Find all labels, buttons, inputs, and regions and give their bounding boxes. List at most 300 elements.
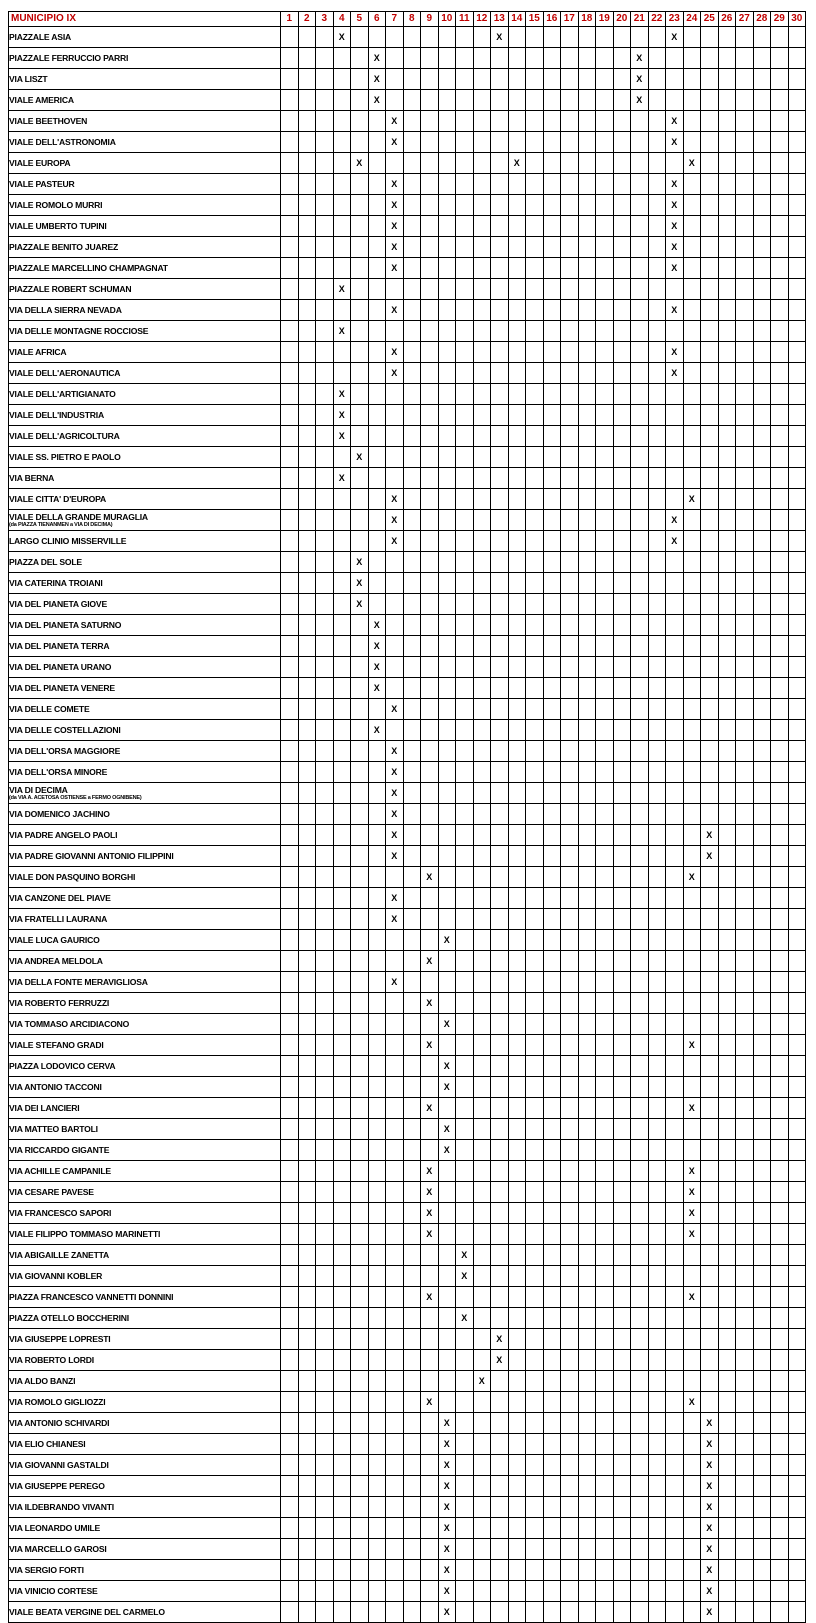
day-cell	[508, 1392, 526, 1413]
table-row	[9, 279, 806, 300]
day-cell	[456, 447, 474, 468]
day-cell	[561, 111, 579, 132]
day-cell	[648, 1266, 666, 1287]
day-cell	[456, 783, 474, 804]
day-cell	[438, 1371, 456, 1392]
day-cell	[753, 1455, 771, 1476]
day-cell	[648, 531, 666, 552]
day-cell	[771, 1287, 789, 1308]
day-cell	[316, 1266, 334, 1287]
day-cell	[683, 888, 701, 909]
day-cell	[683, 447, 701, 468]
day-cell	[368, 1161, 386, 1182]
day-cell	[753, 1413, 771, 1434]
day-cell	[351, 342, 369, 363]
day-cell	[333, 1308, 351, 1329]
day-cell	[333, 1077, 351, 1098]
day-cell	[543, 1161, 561, 1182]
street-name-cell	[9, 888, 281, 909]
day-cell	[526, 405, 544, 426]
day-cell	[421, 300, 439, 321]
day-cell	[421, 321, 439, 342]
day-cell	[561, 1350, 579, 1371]
day-cell	[718, 1014, 736, 1035]
day-cell	[316, 363, 334, 384]
day-cell	[473, 783, 491, 804]
day-cell	[648, 1161, 666, 1182]
day-cell	[438, 48, 456, 69]
day-cell	[596, 342, 614, 363]
day-cell	[508, 1182, 526, 1203]
day-cell	[666, 1077, 684, 1098]
street-name-cell	[9, 426, 281, 447]
day-cell	[473, 993, 491, 1014]
day-cell	[491, 657, 509, 678]
table-row	[9, 1056, 806, 1077]
day-cell	[613, 1455, 631, 1476]
street-name-cell	[9, 720, 281, 741]
day-cell	[771, 951, 789, 972]
day-cell	[753, 720, 771, 741]
day-cell	[316, 1602, 334, 1623]
day-cell	[753, 846, 771, 867]
street-name-cell	[9, 1434, 281, 1455]
street-name: VIA TOMMASO ARCIDIACONO	[9, 1018, 130, 1029]
day-cell	[736, 594, 754, 615]
day-cell	[631, 1245, 649, 1266]
day-cell	[683, 510, 701, 531]
day-cell	[718, 363, 736, 384]
day-cell	[281, 552, 299, 573]
day-cell	[526, 1014, 544, 1035]
day-cell-marked: X	[351, 153, 369, 174]
day-cell	[316, 1035, 334, 1056]
day-cell	[508, 762, 526, 783]
day-cell	[666, 972, 684, 993]
day-cell	[718, 510, 736, 531]
day-cell	[788, 783, 806, 804]
day-cell	[421, 1350, 439, 1371]
day-cell	[316, 993, 334, 1014]
day-cell	[648, 111, 666, 132]
day-cell	[753, 573, 771, 594]
day-cell	[596, 468, 614, 489]
day-cell	[561, 552, 579, 573]
day-cell	[526, 111, 544, 132]
day-cell	[771, 1392, 789, 1413]
day-cell	[561, 1392, 579, 1413]
day-cell	[473, 678, 491, 699]
day-cell	[753, 657, 771, 678]
day-cell	[736, 426, 754, 447]
day-cell	[526, 1539, 544, 1560]
day-cell	[333, 1518, 351, 1539]
day-cell-marked: X	[701, 846, 719, 867]
day-cell	[753, 1560, 771, 1581]
day-cell	[631, 1392, 649, 1413]
day-cell	[718, 699, 736, 720]
day-cell	[613, 720, 631, 741]
day-cell	[421, 636, 439, 657]
day-cell	[456, 1581, 474, 1602]
day-cell	[508, 783, 526, 804]
day-cell-marked: X	[701, 1518, 719, 1539]
day-cell	[281, 1518, 299, 1539]
day-cell	[491, 1077, 509, 1098]
day-cell	[386, 1434, 404, 1455]
day-cell	[736, 1308, 754, 1329]
header-row	[9, 12, 806, 27]
day-cell	[771, 321, 789, 342]
day-cell	[666, 279, 684, 300]
day-cell	[631, 510, 649, 531]
day-cell	[753, 447, 771, 468]
day-cell	[351, 1350, 369, 1371]
street-name: VIA PADRE GIOVANNI ANTONIO FILIPPINI	[9, 850, 174, 861]
street-name-cell	[9, 1455, 281, 1476]
day-cell	[386, 1035, 404, 1056]
day-cell	[508, 1287, 526, 1308]
day-cell	[403, 153, 421, 174]
day-cell	[683, 384, 701, 405]
day-cell	[473, 69, 491, 90]
day-cell	[351, 867, 369, 888]
day-cell-marked: X	[368, 90, 386, 111]
day-cell	[753, 888, 771, 909]
day-cell	[526, 1518, 544, 1539]
day-cell	[456, 552, 474, 573]
day-cell	[771, 783, 789, 804]
day-cell	[683, 1497, 701, 1518]
street-name: VIA RICCARDO GIGANTE	[9, 1144, 110, 1155]
day-cell	[526, 993, 544, 1014]
day-cell	[421, 930, 439, 951]
street-name-cell	[9, 90, 281, 111]
day-cell	[666, 1497, 684, 1518]
day-cell	[561, 531, 579, 552]
day-cell	[578, 111, 596, 132]
day-cell	[578, 1035, 596, 1056]
day-header: 7	[386, 12, 404, 27]
day-cell	[613, 258, 631, 279]
day-cell	[788, 678, 806, 699]
day-cell	[596, 1518, 614, 1539]
day-cell	[718, 195, 736, 216]
day-cell	[543, 1035, 561, 1056]
day-cell	[456, 1035, 474, 1056]
day-cell	[491, 237, 509, 258]
day-cell	[596, 741, 614, 762]
day-cell	[298, 951, 316, 972]
day-cell	[543, 888, 561, 909]
day-cell	[736, 468, 754, 489]
day-cell	[613, 1140, 631, 1161]
day-cell	[771, 762, 789, 783]
day-cell	[683, 825, 701, 846]
day-cell	[543, 468, 561, 489]
day-cell	[543, 699, 561, 720]
day-cell	[788, 195, 806, 216]
day-cell	[701, 1161, 719, 1182]
day-cell	[561, 69, 579, 90]
day-cell	[631, 615, 649, 636]
day-cell	[753, 342, 771, 363]
day-cell	[683, 1329, 701, 1350]
day-cell	[316, 1539, 334, 1560]
day-cell-marked: X	[438, 1455, 456, 1476]
day-cell	[438, 867, 456, 888]
day-cell	[701, 720, 719, 741]
street-name: VIA CANZONE DEL PIAVE	[9, 892, 111, 903]
day-cell	[613, 846, 631, 867]
table-row	[9, 1434, 806, 1455]
day-cell	[333, 1266, 351, 1287]
day-cell	[771, 1329, 789, 1350]
day-cell-marked: X	[386, 699, 404, 720]
street-name-cell	[9, 1602, 281, 1623]
day-cell	[386, 1119, 404, 1140]
day-cell	[403, 195, 421, 216]
day-cell	[281, 657, 299, 678]
day-cell	[333, 1245, 351, 1266]
day-cell	[718, 930, 736, 951]
day-cell-marked: X	[333, 468, 351, 489]
day-cell	[666, 867, 684, 888]
day-cell	[578, 993, 596, 1014]
day-cell	[438, 468, 456, 489]
street-name: VIA DEL PIANETA SATURNO	[9, 619, 122, 630]
day-cell	[578, 573, 596, 594]
day-cell	[771, 594, 789, 615]
day-cell	[596, 1602, 614, 1623]
day-cell	[543, 762, 561, 783]
table-row	[9, 1035, 806, 1056]
day-cell	[701, 1119, 719, 1140]
day-cell	[438, 90, 456, 111]
day-cell	[718, 216, 736, 237]
day-cell	[613, 1329, 631, 1350]
day-cell	[281, 804, 299, 825]
day-cell	[788, 1056, 806, 1077]
day-cell	[788, 657, 806, 678]
day-cell	[543, 1497, 561, 1518]
day-cell	[368, 867, 386, 888]
day-cell	[543, 1056, 561, 1077]
table-row	[9, 846, 806, 867]
day-cell	[491, 1581, 509, 1602]
day-cell	[666, 447, 684, 468]
day-cell-marked: X	[386, 237, 404, 258]
day-cell	[421, 237, 439, 258]
day-cell	[298, 1266, 316, 1287]
day-cell	[473, 468, 491, 489]
day-cell	[368, 1245, 386, 1266]
day-cell	[421, 678, 439, 699]
day-cell	[578, 804, 596, 825]
day-cell	[771, 1056, 789, 1077]
day-cell	[421, 741, 439, 762]
street-name-cell	[9, 1098, 281, 1119]
table-row	[9, 594, 806, 615]
day-cell	[508, 1035, 526, 1056]
day-cell	[351, 615, 369, 636]
day-cell	[316, 573, 334, 594]
day-cell	[456, 1497, 474, 1518]
day-cell	[351, 741, 369, 762]
day-cell-marked: X	[491, 1329, 509, 1350]
day-header: 22	[648, 12, 666, 27]
day-cell	[666, 48, 684, 69]
table-row	[9, 951, 806, 972]
day-cell	[281, 1539, 299, 1560]
day-cell	[701, 489, 719, 510]
day-cell	[368, 300, 386, 321]
day-cell	[508, 720, 526, 741]
day-cell	[736, 195, 754, 216]
day-cell	[578, 1518, 596, 1539]
day-cell	[683, 216, 701, 237]
day-cell	[561, 321, 579, 342]
day-cell	[351, 1413, 369, 1434]
day-cell	[683, 909, 701, 930]
day-cell	[281, 1329, 299, 1350]
day-cell	[403, 1287, 421, 1308]
day-cell	[316, 468, 334, 489]
day-cell	[316, 216, 334, 237]
street-name-cell	[9, 867, 281, 888]
day-cell	[631, 804, 649, 825]
day-cell	[736, 1245, 754, 1266]
day-cell	[788, 111, 806, 132]
day-cell	[683, 531, 701, 552]
day-cell	[701, 426, 719, 447]
day-cell	[281, 132, 299, 153]
day-cell	[683, 1518, 701, 1539]
day-cell	[438, 363, 456, 384]
day-cell	[368, 1392, 386, 1413]
day-cell	[403, 1119, 421, 1140]
day-cell-marked: X	[666, 111, 684, 132]
day-cell	[456, 405, 474, 426]
day-cell	[473, 1350, 491, 1371]
day-cell	[438, 489, 456, 510]
day-cell-marked: X	[351, 447, 369, 468]
day-cell	[613, 1266, 631, 1287]
day-cell	[771, 552, 789, 573]
day-cell	[683, 321, 701, 342]
day-header: 25	[701, 12, 719, 27]
day-cell	[683, 1056, 701, 1077]
day-cell	[718, 1182, 736, 1203]
day-cell	[281, 321, 299, 342]
day-cell	[298, 69, 316, 90]
schedule-table	[8, 11, 806, 1623]
day-cell	[543, 27, 561, 48]
day-cell	[561, 1014, 579, 1035]
day-cell	[473, 531, 491, 552]
day-cell	[351, 951, 369, 972]
day-cell	[403, 1560, 421, 1581]
day-cell	[788, 972, 806, 993]
day-cell	[613, 531, 631, 552]
day-cell	[648, 909, 666, 930]
day-cell	[368, 27, 386, 48]
day-cell	[666, 1308, 684, 1329]
day-cell	[473, 1203, 491, 1224]
day-cell	[613, 1434, 631, 1455]
day-cell	[456, 1560, 474, 1581]
day-cell	[281, 1308, 299, 1329]
day-cell	[771, 867, 789, 888]
day-cell	[578, 1077, 596, 1098]
day-cell	[403, 594, 421, 615]
day-cell	[753, 1098, 771, 1119]
day-cell	[701, 384, 719, 405]
day-cell	[438, 426, 456, 447]
day-cell	[526, 552, 544, 573]
day-header: 4	[333, 12, 351, 27]
day-cell	[753, 1308, 771, 1329]
day-cell	[683, 804, 701, 825]
street-name-cell	[9, 951, 281, 972]
table-row	[9, 90, 806, 111]
day-cell	[508, 132, 526, 153]
street-name: PIAZZALE BENITO JUAREZ	[9, 241, 119, 252]
day-cell	[613, 741, 631, 762]
day-cell	[561, 153, 579, 174]
street-name: VIA DELL'ORSA MINORE	[9, 766, 108, 777]
day-cell	[508, 1203, 526, 1224]
day-cell	[578, 1245, 596, 1266]
day-cell-marked: X	[438, 1014, 456, 1035]
day-header: 15	[526, 12, 544, 27]
day-header: 16	[543, 12, 561, 27]
day-cell-marked: X	[333, 426, 351, 447]
day-cell	[613, 867, 631, 888]
day-cell	[281, 1602, 299, 1623]
street-name: VIA PADRE ANGELO PAOLI	[9, 829, 118, 840]
day-cell	[718, 678, 736, 699]
day-cell	[508, 1560, 526, 1581]
day-cell	[543, 783, 561, 804]
day-cell	[508, 1077, 526, 1098]
day-cell	[701, 1077, 719, 1098]
street-name-cell	[9, 1539, 281, 1560]
day-cell	[683, 258, 701, 279]
street-name-cell	[9, 1203, 281, 1224]
day-cell	[298, 1077, 316, 1098]
street-name: VIA ABIGAILLE ZANETTA	[9, 1249, 110, 1260]
street-name: PIAZZALE MARCELLINO CHAMPAGNAT	[9, 262, 168, 273]
day-cell	[421, 48, 439, 69]
day-cell-marked: X	[666, 300, 684, 321]
day-cell	[578, 489, 596, 510]
day-cell	[788, 468, 806, 489]
day-cell	[578, 552, 596, 573]
street-name: VIA ACHILLE CAMPANILE	[9, 1165, 111, 1176]
day-cell	[666, 489, 684, 510]
day-cell	[561, 405, 579, 426]
table-row	[9, 237, 806, 258]
day-cell	[456, 426, 474, 447]
day-cell	[333, 1560, 351, 1581]
day-cell	[333, 741, 351, 762]
day-cell-marked: X	[683, 1287, 701, 1308]
day-cell	[508, 615, 526, 636]
day-cell	[561, 888, 579, 909]
day-cell	[701, 867, 719, 888]
day-cell	[701, 1056, 719, 1077]
